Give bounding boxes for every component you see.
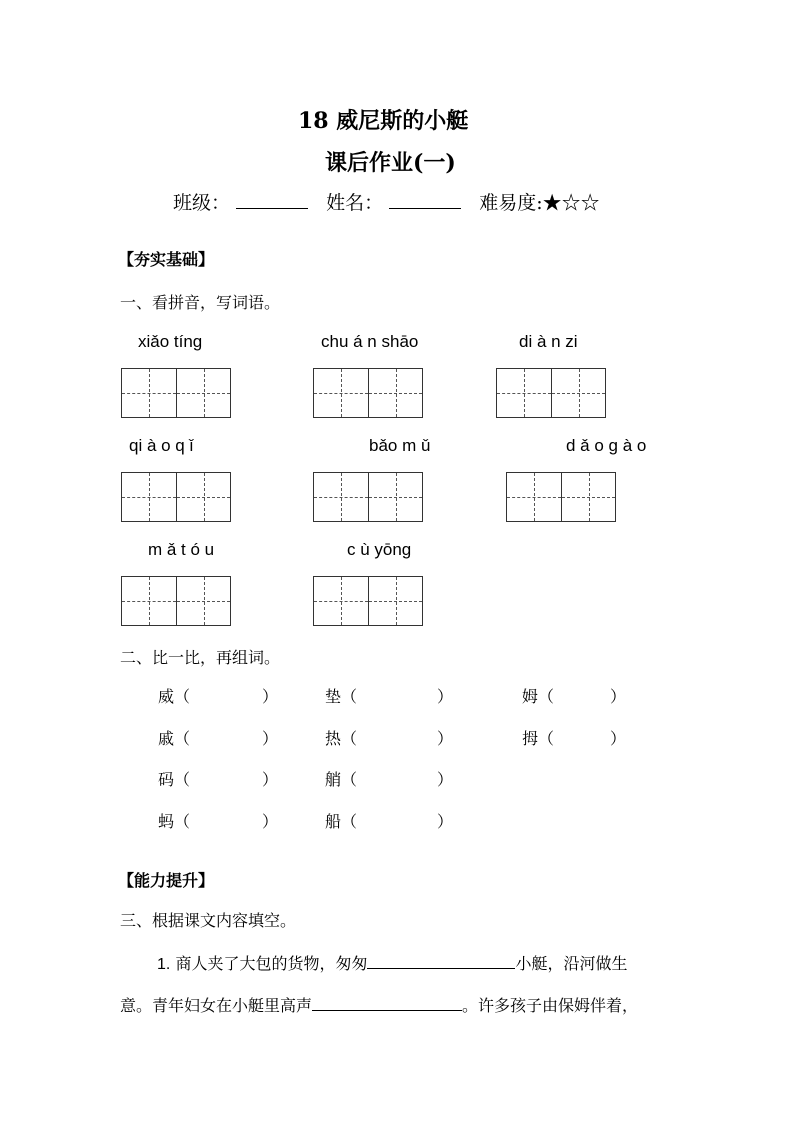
writing-grid-5[interactable] xyxy=(313,472,423,522)
name-field[interactable] xyxy=(389,190,461,209)
question-1: 一、看拼音，写词语。 xyxy=(120,293,281,312)
question-3: 三、根据课文内容填空。 xyxy=(120,911,297,930)
pinyin-4: qi à o q ǐ xyxy=(129,436,194,455)
class-field[interactable] xyxy=(236,190,308,209)
compare-item-1-4[interactable]: 蚂（ ） xyxy=(158,812,279,831)
writing-grid-1[interactable] xyxy=(121,368,231,418)
compare-item-2-3[interactable]: 艄（ ） xyxy=(325,770,454,789)
fill-number: 1. xyxy=(157,956,171,973)
page-subtitle: 课后作业(一) xyxy=(325,150,456,176)
fill-line-2: 意。青年妇女在小艇里高声 。许多孩子由保姆伴着， xyxy=(120,996,639,1015)
compare-item-1-1[interactable]: 威（ ） xyxy=(158,687,279,706)
writing-grid-8[interactable] xyxy=(313,576,423,626)
pinyin-1: xiǎo tíng xyxy=(138,332,203,351)
difficulty-label: 难易度: xyxy=(479,192,543,214)
fill-blank-2[interactable] xyxy=(312,994,462,1011)
pinyin-5: bǎo m ǔ xyxy=(369,436,431,455)
student-info-row xyxy=(173,188,600,215)
difficulty-stars: ★☆☆ xyxy=(542,192,600,214)
pinyin-7: m ǎ t ó u xyxy=(148,540,215,559)
class-label: 班级： xyxy=(173,192,231,214)
compare-item-2-4[interactable]: 船（ ） xyxy=(325,812,454,831)
writing-grid-7[interactable] xyxy=(121,576,231,626)
compare-item-1-3[interactable]: 码（ ） xyxy=(158,770,279,789)
fill-line-1: 1. 商人夹了大包的货物，匆匆 小艇，沿河做生 xyxy=(157,954,628,973)
writing-grid-3[interactable] xyxy=(496,368,606,418)
writing-grid-6[interactable] xyxy=(506,472,616,522)
compare-item-2-2[interactable]: 热（ ） xyxy=(325,729,454,748)
question-2: 二、比一比，再组词。 xyxy=(120,648,281,667)
writing-grid-2[interactable] xyxy=(313,368,423,418)
section-advanced-heading: 【能力提升】 xyxy=(118,871,215,890)
compare-item-2-1[interactable]: 垫（ ） xyxy=(325,687,454,706)
writing-grid-4[interactable] xyxy=(121,472,231,522)
name-label: 姓名： xyxy=(326,192,384,214)
fill-blank-1[interactable] xyxy=(367,952,515,969)
pinyin-2: chu á n shāo xyxy=(321,332,419,351)
pinyin-6: d ǎ o g à o xyxy=(566,436,647,455)
page-title: 18 威尼斯的小艇 xyxy=(298,108,469,134)
pinyin-8: c ù yōng xyxy=(347,540,412,559)
pinyin-3: di à n zi xyxy=(519,332,578,351)
compare-item-3-2[interactable]: 拇（ ） xyxy=(522,729,627,748)
compare-item-1-2[interactable]: 戚（ ） xyxy=(158,729,279,748)
compare-item-3-1[interactable]: 姆（ ） xyxy=(522,687,627,706)
section-basic-heading: 【夯实基础】 xyxy=(118,250,215,269)
